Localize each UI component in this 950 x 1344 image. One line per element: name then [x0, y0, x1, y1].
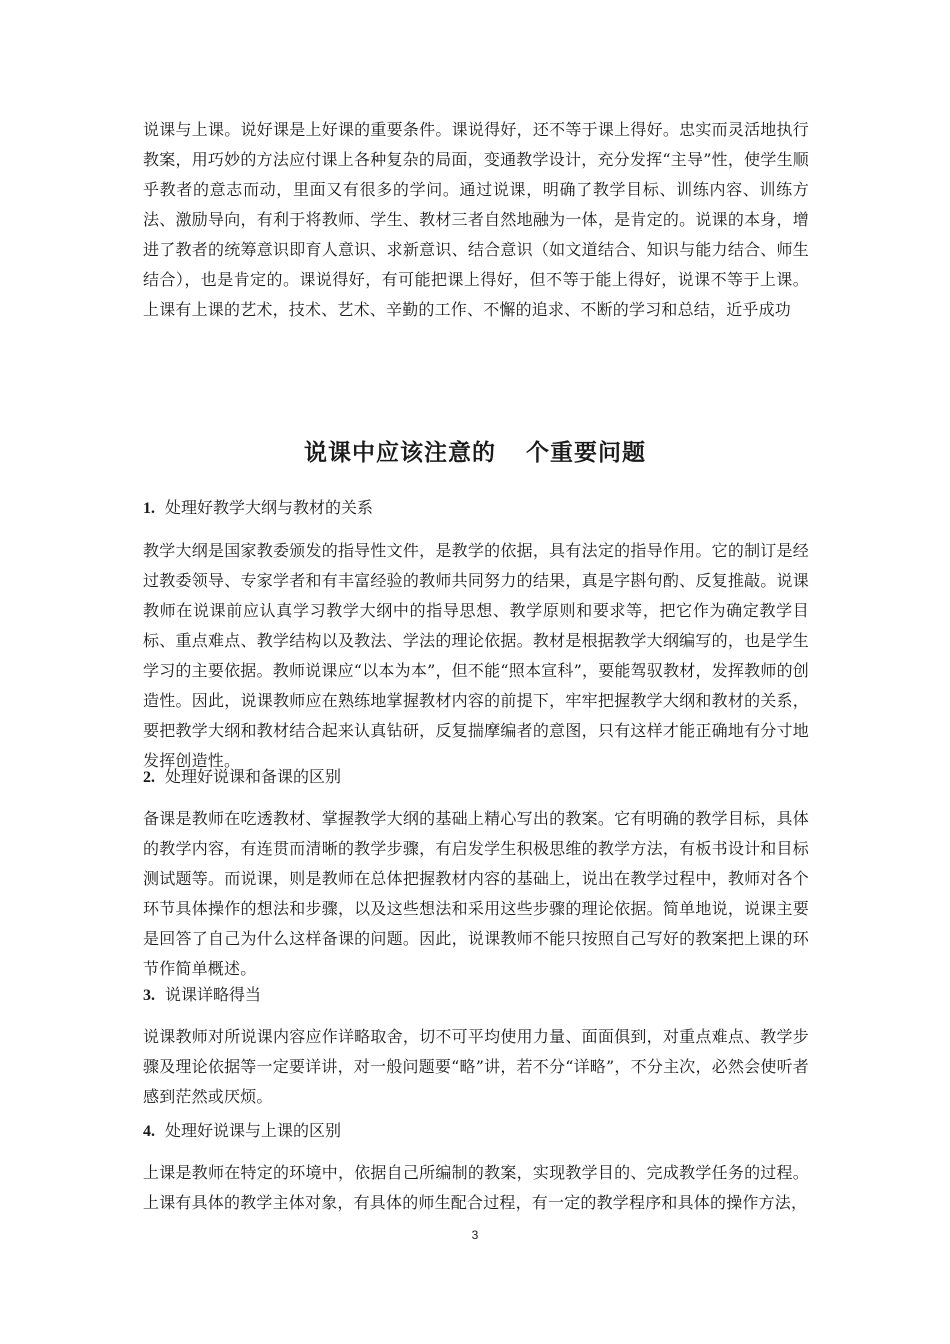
- section-2-heading: [143, 766, 341, 789]
- section-1-title: 处理好教学大纲与教材的关系: [165, 498, 374, 517]
- intro-paragraph: 说课与上课。说好课是上好课的重要条件。课说得好，还不等于课上得好。忠实而灵活地执行教案，用巧妙的方法应付课上各种复杂的局面，变通教学设计，充分发挥“主导”性，使学生顺乎教者的意志而动，里面又有很多的学问。通过说课，明确了教学目标、训练内容、训练方法、激励导向，有利于将教师、学生、教材三者自然地融为一体，是肯定的。说课的本身，增进了教者的统筹意识即育人意识、求新意识、结合意识（如文道结合、知识与能力结合、师生结合），也是肯定的。课说得好，有可能把课上得好，但不等于能上得好，说课不等于上课。上课有上课的艺术，技术、艺术、辛勤的工作、不懈的追求、不断的学习和总结，近乎成功: [143, 120, 809, 319]
- section-1-heading: [143, 497, 373, 520]
- section-4-title: 处理好说课与上课的区别: [165, 1121, 342, 1140]
- title-part-1: 说课中应该注意的: [304, 439, 496, 466]
- page-number: 3: [471, 1228, 479, 1242]
- page-title: [0, 436, 950, 470]
- section-3-heading: [143, 984, 261, 1007]
- section-4-body: 上课是教师在特定的环境中，依据自己所编制的教案，实现教学目的、完成教学任务的过程。上课有具体的教学主体对象，有具体的师生配合过程，有一定的教学程序和具体的操作方法，: [143, 1163, 809, 1212]
- section-2-number: 2.: [143, 769, 155, 786]
- section-2-title: 处理好说课和备课的区别: [165, 767, 342, 786]
- section-2-body: 备课是教师在吃透教材、掌握教学大纲的基础上精心写出的教案。它有明确的教学目标，具体的教学内容，有连贯而清晰的教学步骤，有启发学生积极思维的教学方法，有板书设计和目标测试题等。而说课，则是教师在总体把握教材内容的基础上，说出在教学过程中，教师对各个环节具体操作的想法和步骤，以及这些想法和采用这些步骤的理论依据。简单地说，说课主要是回答了自己为什么这样备课的问题。因此，说课教师不能只按照自己写好的教案把上课的环节作简单概述。: [143, 809, 809, 978]
- section-1-body: 教学大纲是国家教委颁发的指导性文件，是教学的依据，具有法定的指导作用。它的制订是经过教委领导、专家学者和有丰富经验的教师共同努力的结果，真是字斟句酌、反复推敲。说课教师在说课前应认真学习教学大纲中的指导思想、教学原则和要求等，把它作为确定教学目标、重点难点、教学结构以及教法、学法的理论依据。教材是根据教学大纲编写的，也是学生学习的主要依据。教师说课应“以本为本”，但不能“照本宣科”，要能驾驭教材，发挥教师的创造性。因此，说课教师应在熟练地掌握教材内容的前提下，牢牢把握教学大纲和教材的关系，要把教学大纲和教材结合起来认真钻研，反复揣摩编者的意图，只有这样才能正确地有分寸地发挥创造性。: [143, 541, 809, 770]
- section-4-heading: [143, 1120, 341, 1143]
- section-3-title: 说课详略得当: [165, 985, 262, 1004]
- title-part-2: 个重要问题: [526, 439, 646, 466]
- section-4-number: 4.: [143, 1123, 155, 1140]
- section-3-number: 3.: [143, 987, 155, 1004]
- section-1-number: 1.: [143, 500, 155, 517]
- section-3-body: 说课教师对所说课内容应作详略取舍，切不可平均使用力量、面面俱到，对重点难点、教学步骤及理论依据等一定要详讲，对一般问题要“略”讲，若不分“详略”，不分主次，必然会使听者感到茫然或厌烦。: [143, 1027, 809, 1106]
